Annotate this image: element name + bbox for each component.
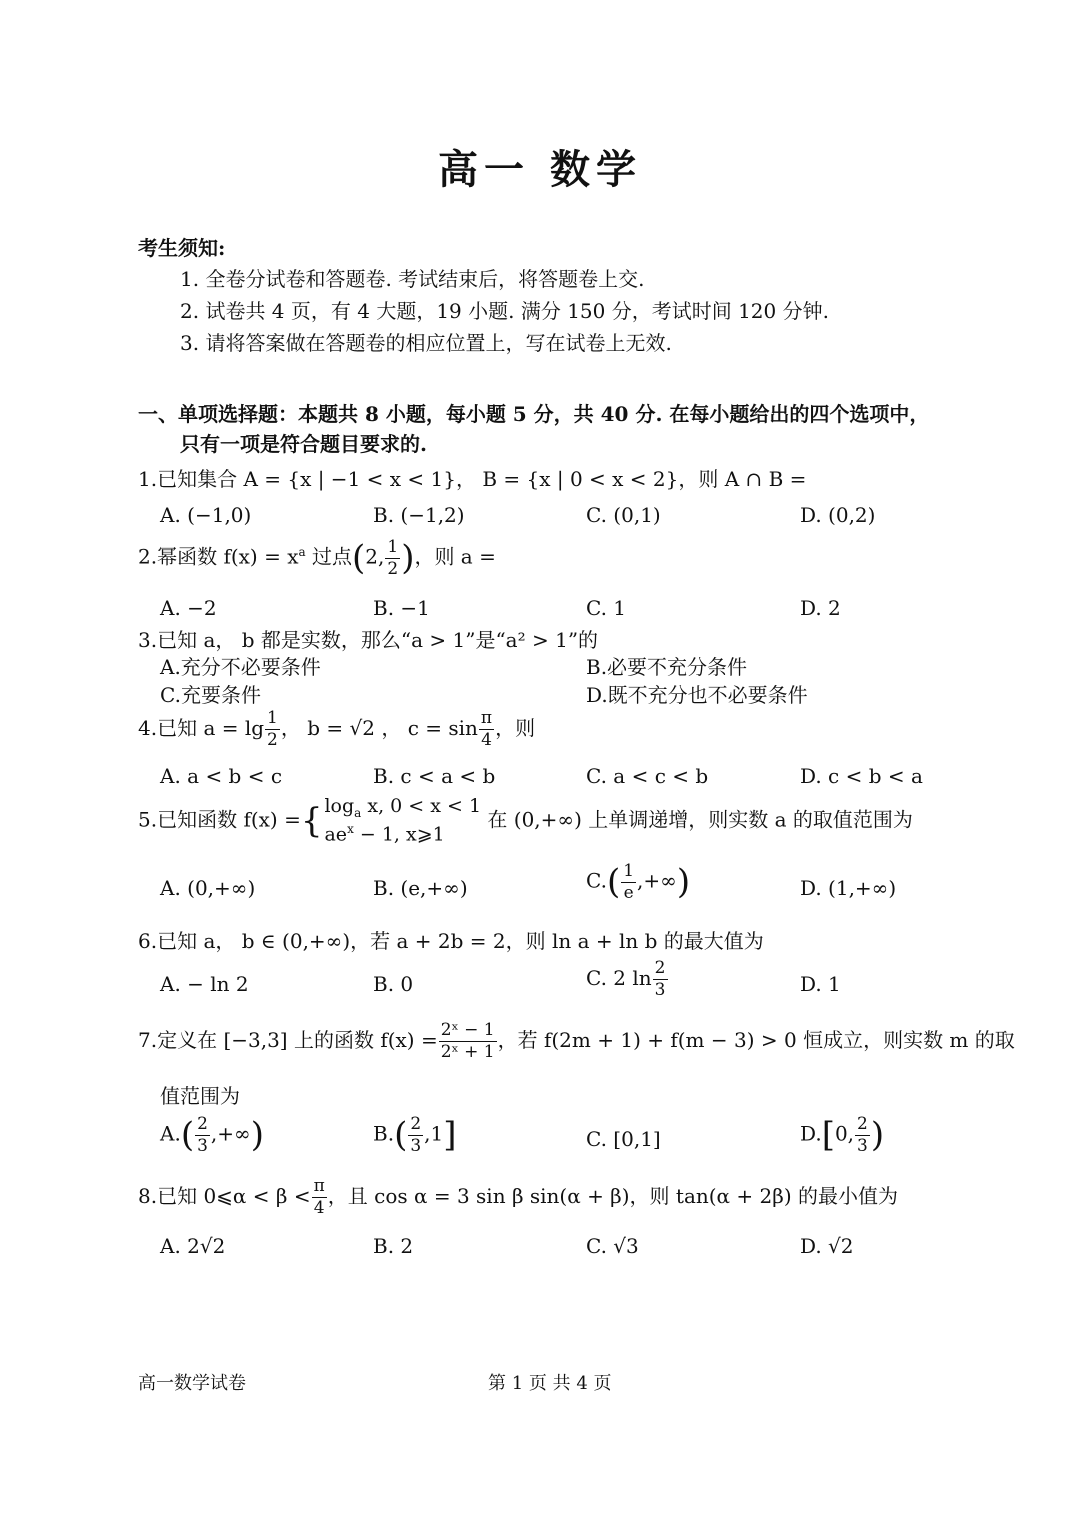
footer-page-number: 第 1 页 共 4 页 bbox=[488, 1373, 612, 1394]
question-7-option-a: A.( $\frac{2}{3}$ ,+∞) bbox=[160, 1113, 264, 1156]
question-2-stem: 2.幂函数 $f(x) = x^a$ 过点(2, $\frac{1}{2}$ )，则 a = bbox=[138, 536, 496, 579]
question-5-option-a: A. (0,+∞) bbox=[160, 876, 256, 900]
question-8-option-d: D. √2 bbox=[800, 1234, 854, 1258]
question-8-option-b: B. 2 bbox=[373, 1234, 414, 1258]
notice-item: 3. 请将答案做在答题卷的相应位置上，写在试卷上无效. bbox=[180, 331, 672, 355]
question-4-option-a: A. a < b < c bbox=[160, 764, 283, 788]
question-3-option-b: B.必要不充分条件 bbox=[586, 655, 748, 679]
q7-text-a: 7.定义在 [−3,3] 上的函数 f(x) = bbox=[138, 1028, 438, 1052]
question-8-option-a: A. 2√2 bbox=[160, 1234, 226, 1258]
notice-item: 2. 试卷共 4 页，有 4 大题，19 小题. 满分 150 分，考试时间 120 分钟. bbox=[180, 299, 829, 323]
question-4-stem bbox=[138, 710, 535, 749]
section-heading-line2: 只有一项是符合题目要求的. bbox=[180, 432, 427, 456]
question-1-option-d: D. (0,2) bbox=[800, 503, 876, 527]
question-5-stem: 5.已知函数 f(x) ={ $\log_a x$, 0 < x < 1 $ae^x - 1$, x⩾1 在 (0,+∞) 上单调递增，则实数 a 的取值范围为 bbox=[138, 794, 913, 848]
q2-fraction: $\frac{1}{2}$ bbox=[387, 536, 399, 579]
q5-text-a: 5.已知函数 f(x) = bbox=[138, 807, 301, 832]
question-5-option-b: B. (e,+∞) bbox=[373, 876, 468, 900]
q4-fraction-a: $\frac{1}{2}$ bbox=[267, 708, 278, 750]
question-1-option-b: B. (−1,2) bbox=[373, 503, 465, 527]
q2-text-a: 2.幂函数 f(x) = x bbox=[138, 544, 299, 569]
question-1-stem: 1.已知集合 A = {x | −1 < x < 1}， B = {x | 0 < x < 2}，则 A ∩ B = bbox=[138, 467, 807, 491]
question-2-option-c: C. 1 bbox=[586, 596, 627, 620]
question-2-option-b: B. −1 bbox=[373, 596, 430, 620]
q8-text-b: ，且 cos α = 3 sin β sin(α + β)，则 tan(α + 2β) 的最小值为 bbox=[327, 1184, 898, 1208]
question-7-option-b: B.( $\frac{2}{3}$ ,1] bbox=[373, 1113, 457, 1156]
question-7-option-c: C. [0,1] bbox=[586, 1127, 661, 1151]
question-5-option-c: C.( $\frac{1}{e}$ ,+∞) bbox=[586, 860, 691, 903]
question-6-stem: 6.已知 a， b ∈ (0,+∞)，若 a + 2b = 2，则 ln a + ln b 的最大值为 bbox=[138, 929, 764, 953]
question-6-option-a: A. − ln 2 bbox=[160, 972, 249, 996]
q4-fraction-b: $\frac{\pi}{4}$ bbox=[480, 708, 493, 750]
question-8-stem bbox=[138, 1178, 898, 1217]
question-3-option-c: C.充要条件 bbox=[160, 683, 261, 707]
q4-text-c: ，则 bbox=[495, 716, 536, 740]
question-3-option-a: A.充分不必要条件 bbox=[160, 655, 321, 679]
q8-text-a: 8.已知 0⩽α < β < bbox=[138, 1184, 311, 1208]
question-1-option-a: A. (−1,0) bbox=[160, 503, 252, 527]
question-6-option-b: B. 0 bbox=[373, 972, 414, 996]
section-heading: 一、单项选择题：本题共 8 小题，每小题 5 分，共 40 分. 在每小题给出的四个选项中， bbox=[138, 402, 930, 426]
q4-text-a: 4.已知 a = lg bbox=[138, 716, 265, 740]
q4-text-b: ， b = √2 ， c = sin bbox=[280, 716, 478, 740]
q8-fraction: $\frac{\pi}{4}$ bbox=[313, 1176, 325, 1218]
notice-item: 1. 全卷分试卷和答题卷. 考试结束后，将答题卷上交. bbox=[180, 267, 645, 291]
q2-text-b: 过点 bbox=[305, 544, 352, 569]
question-1-option-c: C. (0,1) bbox=[586, 503, 661, 527]
question-3-stem: 3.已知 a， b 都是实数，那么“a > 1”是“a² > 1”的 bbox=[138, 628, 599, 652]
q7-fraction: $\frac{\text{2ˣ − 1}}{\text{2ˣ + 1}}$ bbox=[440, 1020, 495, 1062]
footer-exam-name: 高一数学试卷 bbox=[138, 1373, 246, 1394]
question-8-option-c: C. √3 bbox=[586, 1234, 639, 1258]
question-2-option-a: A. −2 bbox=[160, 596, 217, 620]
page-title: 高一 数学 bbox=[438, 146, 642, 193]
q7-text-b: ，若 f(2m + 1) + f(m − 3) > 0 恒成立，则实数 m 的取 bbox=[497, 1028, 1015, 1052]
question-7-stem bbox=[138, 1022, 1015, 1061]
question-4-option-c: C. a < c < b bbox=[586, 764, 709, 788]
question-6-option-d: D. 1 bbox=[800, 972, 841, 996]
q2-exponent: a bbox=[298, 544, 306, 559]
q5-piecewise: $\log_a x$, 0 < x < 1 $ae^x - 1$, x⩾1 bbox=[324, 795, 482, 846]
question-4-option-b: B. c < a < b bbox=[373, 764, 496, 788]
question-7-stem-line2: 值范围为 bbox=[160, 1084, 240, 1108]
notice-heading: 考生须知: bbox=[138, 236, 226, 260]
question-7-option-d: D.[0, $\frac{2}{3}$ ) bbox=[800, 1113, 885, 1156]
question-2-option-d: D. 2 bbox=[800, 596, 841, 620]
question-4-option-d: D. c < b < a bbox=[800, 764, 923, 788]
question-6-option-c: C. 2 ln $\frac{2}{3}$ bbox=[586, 958, 666, 1000]
q2-text-c: ，则 a = bbox=[414, 544, 496, 569]
question-3-option-d: D.既不充分也不必要条件 bbox=[586, 683, 808, 707]
question-5-option-d: D. (1,+∞) bbox=[800, 876, 897, 900]
q5-text-b: 在 (0,+∞) 上单调递增，则实数 a 的取值范围为 bbox=[487, 807, 913, 832]
